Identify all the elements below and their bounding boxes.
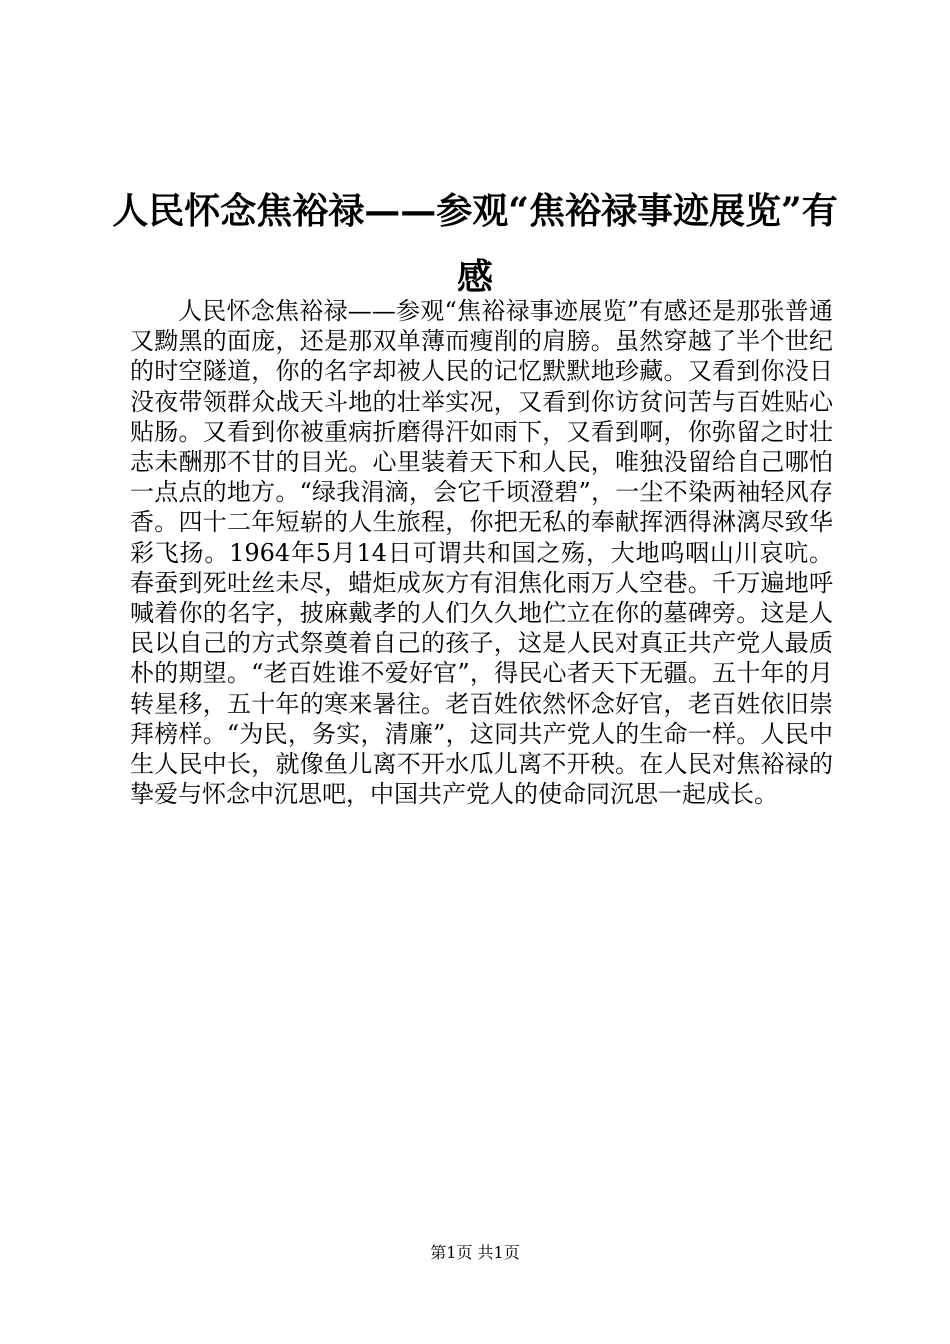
document-body: 人民怀念焦裕禄——参观“焦裕禄事迹展览”有感还是那张普通又黝黑的面庞，还是那双单薄而瘦削的肩膀。虽然穿越了半个世纪的时空隧道，你的名字却被人民的记忆默默地珍藏。又看到你没日没夜带领群众战天斗地的壮举实况，又看到你访贫问苦与百姓贴心贴肠。又看到你被重病折磨得汗如雨下，又看到啊，你弥留之时壮志未酬那不甘的目光。心里装着天下和人民，唯独没留给自己哪怕一点点的地方。“绿我涓滴，会它千顷澄碧”，一尘不染两袖轻风存香。四十二年短崭的人生旅程，你把无私的奉献挥洒得淋漓尽致华彩飞扬。1964年5月14日可谓共和国之殇，大地呜咽山川哀吭。春蚕到死吐丝未尽，蜡炬成灰方有泪焦化雨万人空巷。千万遍地呼喊着你的名字，披麻戴孝的人们久久地伫立在你的墓碑旁。这是人民以自己的方式祭奠着自己的孩子，这是人民对真正共产党人最质朴的期望。“老百姓谁不爱好官”，得民心者天下无疆。五十年的月转星移，五十年的寒来暑往。老百姓依然怀念好官，老百姓依旧崇拜榜样。“为民，务实，清廉”，这同共产党人的生命一样。人民中生人民中长，就像鱼儿离不开水瓜儿离不开秧。在人民对焦裕禄的挚爱与怀念中沉思吧，中国共产党人的使命同沉思一起成长。 [130,297,833,809]
document-title: 人民怀念焦裕禄——参观“焦裕禄事迹展览”有感 [112,190,838,298]
page-footer: 第1页 共1页 [430,1243,520,1262]
